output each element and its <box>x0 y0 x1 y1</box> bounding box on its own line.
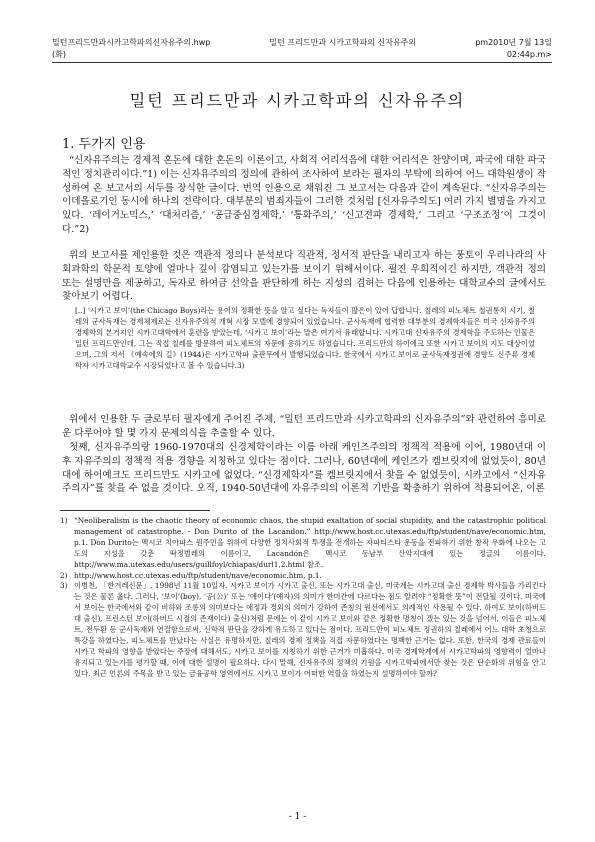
running-header-line2 <box>52 50 552 63</box>
paragraph-text: “신자유주의는 경제적 혼돈에 대한 혼돈의 이론이고, 사회적 어리석음에 대한 어리석은 찬양이며, 파국에 대한 파국적인 정치관리이다.”1) 이는 신자유주의의 정의에 관하여 조사하여 보라는 필자의 부탁에 의하여 어느 대학원생이 작성하여 온 보고서의 서두를 장식한 글이다. 번역 인용으로 채워진 그 보고서는 다음과 같이 계속된다. “신자유주의는 이데올로기인 동시에 하나의 전략이다. 대부분의 범죄자들이 그러한 것처럼 [신자유주의도] 여러 가지 별명을 가지고 있다. ‘레이거노믹스,’ ‘대처리즘,’ ‘공급중심경제학,’ ‘통화주의,’ ‘신고전파 경제학,’ 그리고 ‘구조조정’이 그것이다.”2) <box>62 155 546 235</box>
footnote <box>60 581 546 679</box>
header-date: pm2010년 7월 13일 <box>475 38 552 47</box>
document-title: 밀턴 프리드만과 시카고학파의 신자유주의 <box>129 91 466 110</box>
page-number: - 1 - <box>288 812 307 822</box>
paragraph-text: 첫째, 신자유주의랑 1960-1970대의 신경제학이라는 이름 아래 케인즈주의의 정책적 적용에 이어, 1980년대 이후 자유주의의 정책적 적용 경향을 지칭하고 있다는 점이다. 그러나, 60년대에 케인즈가 켐브릿지에 없었듯이, 80년대에 하이예크도 프리드만도 시카고에 없었다. “신경제학자”를 켐브릿지에서 찾을 수 없었듯이, 시카고에서 “신자유주의자”를 찾을 수 없을 것이다. 오직, 1940-50년대에 자유주의의 이론적 기반을 확충하기 위하여 적용되어온, 이론 <box>62 442 546 495</box>
footnote-number: 1) <box>60 516 68 525</box>
footnote-number: 2) <box>60 570 68 580</box>
footnote <box>60 571 546 582</box>
paragraph-text: 위에서 인용한 두 글로부터 필자에게 주어진 주제, “밀턴 프리드만과 시카고학파의 신자유주의”와 관련하여 흥미로운 다루어야 할 몇 가지 문제의식을 추출할 수 있다. <box>62 414 546 439</box>
running-header <box>52 38 552 48</box>
body-paragraph-2 <box>62 249 546 304</box>
section-heading <box>62 133 145 152</box>
footnote-number: 3) <box>60 581 68 591</box>
footnote <box>60 516 546 571</box>
footnote-divider <box>60 510 210 511</box>
body-paragraph-3 <box>62 413 546 441</box>
header-filename: 밀턴프리드만과시카고학파의신자유주의.hwp <box>52 38 211 47</box>
footnote-text: 이병천, 「한겨레신문」, 1998년 11월 10일자. 시카고 보이가 시카고 출신, 또는 시카고대 출신, 미국계는 시카고대 출신 경제학 박사들을 가리킨다는 것은 물론 옳다. 그러나, ‘보이’(boy), ‘공(公)’ 또는 ‘얘이다’(얘자)의 의미가 한미간에 다르다는 점도 알려야 “정확한 뜻”이 전달될 것이다. 미국에서 보이는 한국에서와 같이 비하와 조롱의 의미보다는 애정과 경외의 의미가 강하여 존칭의 원선에서도 의례적인 사용될 수 있다. 하여도 보이(하버드대 출신), 프린스턴 보이(하버드 시절의 존재이다) 출신)처럼 문에는 이 같이 시카고 보이와 같은 정확한 명칭이 겠는 있는 것을 넘어서, 이들은 피노체트, 전두환 등 군사독재와 연결함으로써, 신학적 판단을 강하게 유도하고 있다는 점이다. 프리드만이 피노체트 정권하의 칠레에서 어느 대학 초청으로 특강을 하였다는, 피노체트를 만났다는 사실은 유명하지만, 칠레의 경제 정책을 직접 자문하였다는 명백한 근거는 없다. 또한, 한국의 경제 관료들이 시카고 학파의 영향을 받았다는 주장에 대해서도, 시카고 보이를 지칭하기 위한 근거가 미흡하다. 미국 경제학계에서 시카고학파의 영향력이 얼마나 유지되고 있는가를 평가할 때, 이에 대한 설명이 필요하다. 다시 말해, 신자유주의 정책의 기원을 시카고학파에서만 찾는 것은 단순화의 위험을 안고 있다. 최근 언론의 주목을 받고 있는 금융공학 영역에서도 시카고 보이가 어떠한 역할을 하였는지 설명하여야 할까? <box>74 581 546 678</box>
footnote-text: “Neoliberalism is the chaotic theory of economic chaos, the stupid exaltation of social stupidity, and the catastrophic political management of catastrophe. - Don Durito of the Lacandon.” http://www.host.cc.utexas.edu/ftp/student/nave/economic.htm, p.1. Don Durito는 멕시코 치아파스 원주민을 위하여 다양한 정치사회적 투쟁을 전개하는 자파티스타 운동을 전파하기 위한 창작 우화에 나오는 고도의 지성을 갖춘 딱정벌레의 이름이고, Lacandón은 멕시코 동남부 산악지대에 있는 정글의 이름이다. http://www.ma.utexas.edu/users/guillfoyl/chiapas/durl1,2.html 참조. <box>74 516 546 569</box>
body-paragraph-4 <box>62 441 546 496</box>
paragraph-text: 위의 보고서를 제인용한 것은 객관적 정의나 분석보다 직관적, 정서적 판단을 내리고자 하는 풍토이 우리나라의 사회과학의 학문적 토양에 얼마나 깊이 감염되고 있는가를 보이기 위해서이다. 필진 우희적이긴 하지만, 객관적 정의 또는 설명만을 제공하고, 독자로 하여금 선악을 판단하게 하는 지성의 겸허는 다음에 인용하는 대학교수의 글에서도 찾아보기 어렵다. <box>62 250 546 303</box>
quote-text: [..] ‘시카고 보이’(the Chicago Boys)라는 용어의 정확한 뜻을 알고 싶다는 독자들이 많은이 있어 답합니다. 칠레의 피노체트 철권통치 시기, 칠레의 군사독재는 경제체제로는 신자유주의적 개혁 시장 모델에 경향되어 있었습니다. 군사독재에 협력한 대부분의 경제학자들은 미국 신자유주의 경제학의 본거지인 시카고대학에서 훈련을 받았는데, ‘시카고 보이’라는 말은 여기서 유래합니다. 시카고대 신자유주의 경제학을 주도하는 인물은 밀턴 프리드만인데, 그는 직접 칠레를 방문하여 피노체트의 자문에 응하기도 하였습니다. 프리드만의 하이에크 또한 시카고 보이의 지도 대상이었으며, 그의 저서 《예속에의 길》(1944)은 시카고학파 출판무에서 발행되었습니다. 한국에서 시카고 보이로 군사독재정권에 경향도 신주류 경제학자 시카고대학교수 시장되었다고 볼 수 있습니다.3) <box>75 306 535 370</box>
block-quote <box>75 306 535 371</box>
header-day: (화) <box>52 50 66 59</box>
section-title: 두가지 인용 <box>78 137 146 152</box>
footnotes <box>60 516 546 680</box>
body-paragraph-1 <box>62 154 546 237</box>
header-time: 02:44p.m> <box>506 50 552 59</box>
footnote-text: http://www.host.cc.utexas.edu/ftp/student/nave/economic.htm, p.1. <box>74 570 322 580</box>
header-title: 밀턴 프리드만과 시카고학파의 신자유주의 <box>269 38 417 47</box>
section-number: 1. <box>62 137 75 152</box>
